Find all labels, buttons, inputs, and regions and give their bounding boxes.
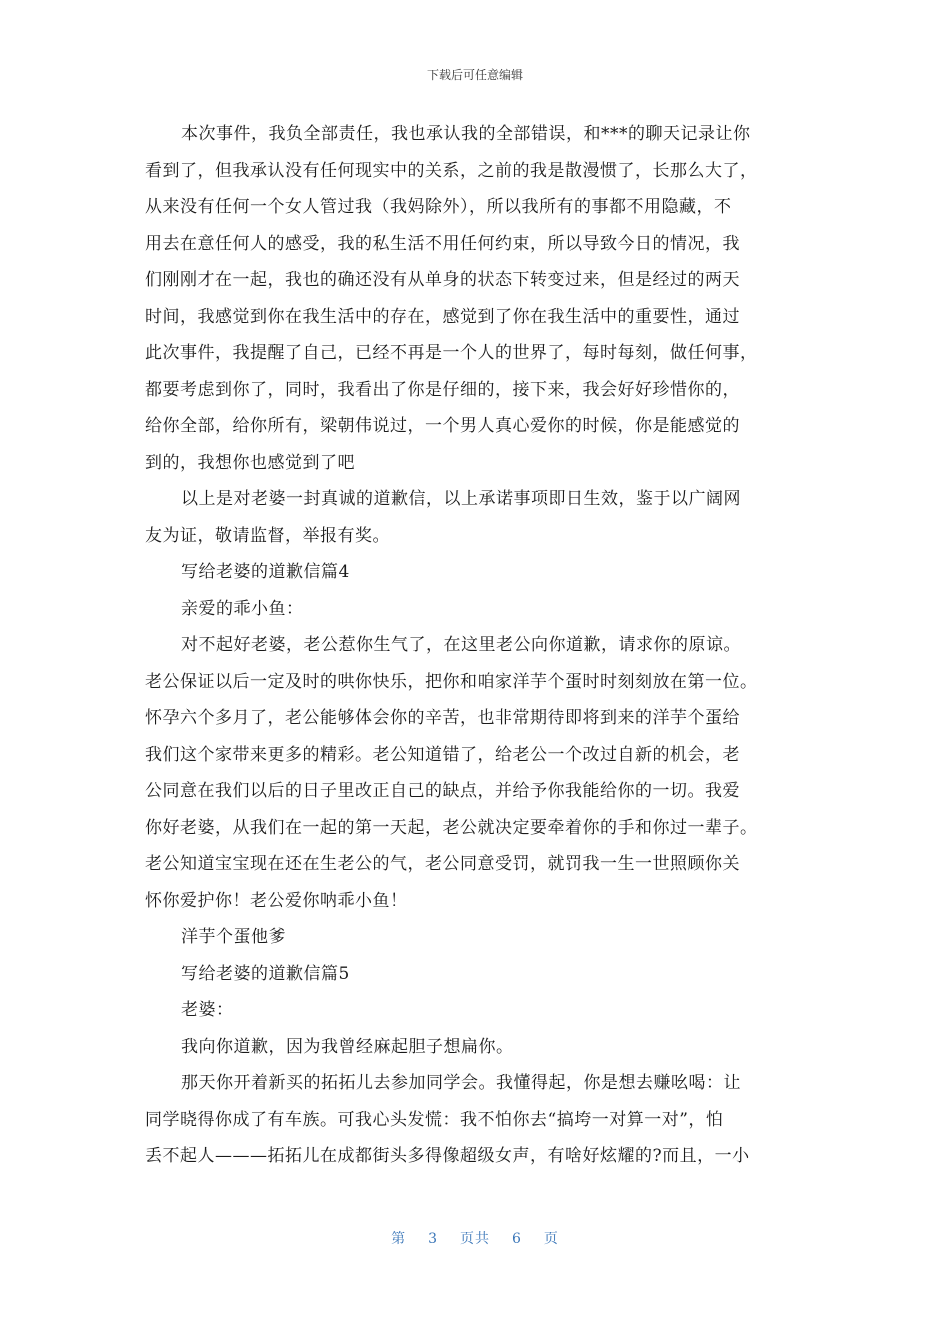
document-body (145, 116, 810, 1175)
page-header: 下载后可任意编辑 (426, 68, 523, 82)
text-line: 以上是对老婆一封真诚的道歉信，以上承诺事项即日生效，鉴于以广阔网 (181, 489, 741, 509)
text-line: 都要考虑到你了，同时，我看出了你是仔细的，接下来，我会好好珍惜你的， (145, 379, 740, 400)
text-line: 看到了，但我承认没有任何现实中的关系，之前的我是散漫惯了，长那么大了， (145, 160, 758, 181)
text-line: 写给老婆的道歉信篇4 (181, 562, 350, 582)
text-line: 老公保证以后一定及时的哄你快乐，把你和咱家洋芋个蛋时时刻刻放在第一位。 (145, 671, 758, 692)
text-line: 同学晓得你成了有车族。可我心头发慌：我不怕你去“搞垮一对算一对”，怕 (145, 1109, 724, 1130)
text-line: 写给老婆的道歉信篇5 (181, 963, 350, 984)
text-line: 亲爱的乖小鱼： (181, 598, 304, 619)
text-line: 我们这个家带来更多的精彩。老公知道错了，给老公一个改过自新的机会，老 (145, 744, 740, 765)
footer-total-pages: 6 (512, 1231, 522, 1247)
text-line: 你好老婆，从我们在一起的第一天起，老公就决定要牵着你的手和你过一辈子。 (145, 817, 758, 838)
text-line: 友为证，敬请监督，举报有奖。 (145, 525, 390, 546)
text-line: 怀你爱护你！老公爱你呐乖小鱼！ (145, 890, 408, 911)
text-line: 用去在意任何人的感受，我的私生活不用任何约束，所以导致今日的情况，我 (145, 233, 740, 254)
text-line: 到的，我想你也感觉到了吧 (145, 452, 355, 473)
footer-current-page: 3 (428, 1231, 438, 1247)
text-line: 本次事件，我负全部责任，我也承认我的全部错误，和***的聊天记录让你 (181, 124, 751, 144)
text-line: 此次事件，我提醒了自己，已经不再是一个人的世界了，每时每刻，做任何事， (145, 343, 758, 363)
text-line: 给你全部，给你所有，梁朝伟说过，一个男人真心爱你的时候，你是能感觉的 (145, 416, 740, 436)
text-line: 老公知道宝宝现在还在生老公的气，老公同意受罚，就罚我一生一世照顾你关 (145, 854, 740, 874)
text-line: 老婆： (181, 1000, 234, 1020)
text-line: 丢不起人———拓拓儿在成都街头多得像超级女声，有啥好炫耀的?而且，一小 (145, 1146, 750, 1166)
page-footer (0, 1228, 950, 1248)
text-line: 洋芋个蛋他爹 (181, 927, 286, 947)
footer-label-page: 第 (391, 1231, 407, 1247)
text-line: 们刚刚才在一起，我也的确还没有从单身的状态下转变过来，但是经过的两天 (145, 270, 740, 290)
footer-label-end: 页 (543, 1231, 559, 1247)
text-line: 从来没有任何一个女人管过我（我妈除外），所以我所有的事都不用隐藏，不 (145, 197, 732, 217)
text-line: 公同意在我们以后的日子里改正自己的缺点，并给予你我能给你的一切。我爱 (145, 781, 740, 801)
text-line: 时间，我感觉到你在我生活中的存在，感觉到了你在我生活中的重要性，通过 (145, 306, 740, 327)
text-line: 那天你开着新买的拓拓儿去参加同学会。我懂得起，你是想去赚吆喝：让 (181, 1073, 741, 1093)
text-line: 我向你道歉，因为我曾经麻起胆子想扁你。 (181, 1036, 514, 1057)
footer-label-total: 页共 (460, 1231, 490, 1247)
text-line: 对不起好老婆，老公惹你生气了，在这里老公向你道歉，请求你的原谅。 (181, 635, 741, 655)
text-line: 怀孕六个多月了，老公能够体会你的辛苦，也非常期待即将到来的洋芋个蛋给 (145, 708, 740, 728)
